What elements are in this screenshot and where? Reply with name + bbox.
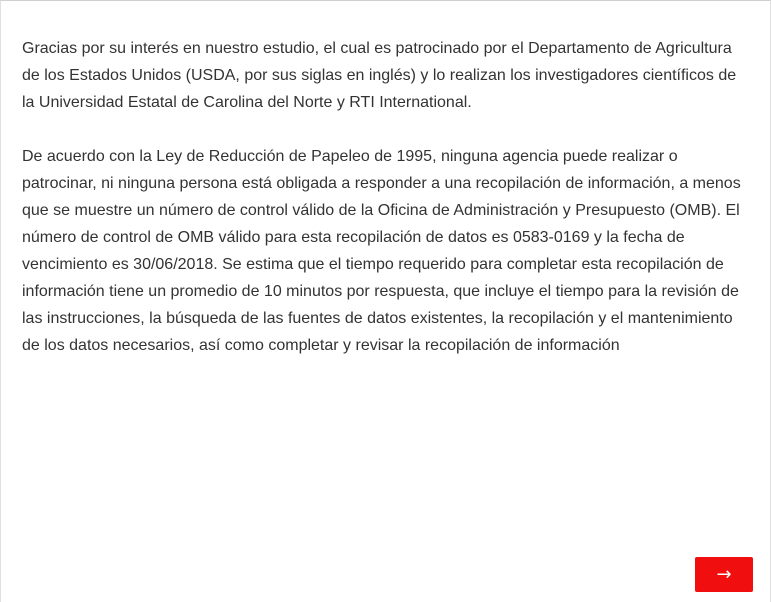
arrow-right-icon: → (716, 564, 732, 585)
paperwork-notice-paragraph: De acuerdo con la Ley de Reducción de Papeleo de 1995, ninguna agencia puede realizar o patrocinar, ni ninguna persona está obligada a responder a una recopilación de información, a menos que se muestre un número de control válido de la Oficina de Administración y Presupuesto (OMB). El número de control de OMB válido para esta recopilación de datos es 0583-0169 y la fecha de vencimiento es 30/06/2018. Se estima que el tiempo requerido para completar esta recopilación de información tiene un promedio de 10 minutos por respuesta, que incluye el tiempo para la revisión de las instrucciones, la búsqueda de las fuentes de datos existentes, la recopilación y el mantenimiento de los datos necesarios, así como completar y revisar la recopilación de información (22, 148, 741, 354)
thank-you-paragraph: Gracias por su interés en nuestro estudio, el cual es patrocinado por el Departamento de Agricultura de los Estados Unidos (USDA, por sus siglas en inglés) y lo realizan los investigadores científicos de la Universidad Estatal de Carolina del Norte y RTI International. (22, 40, 737, 111)
next-button[interactable] (695, 557, 753, 592)
survey-intro-text (22, 35, 750, 359)
